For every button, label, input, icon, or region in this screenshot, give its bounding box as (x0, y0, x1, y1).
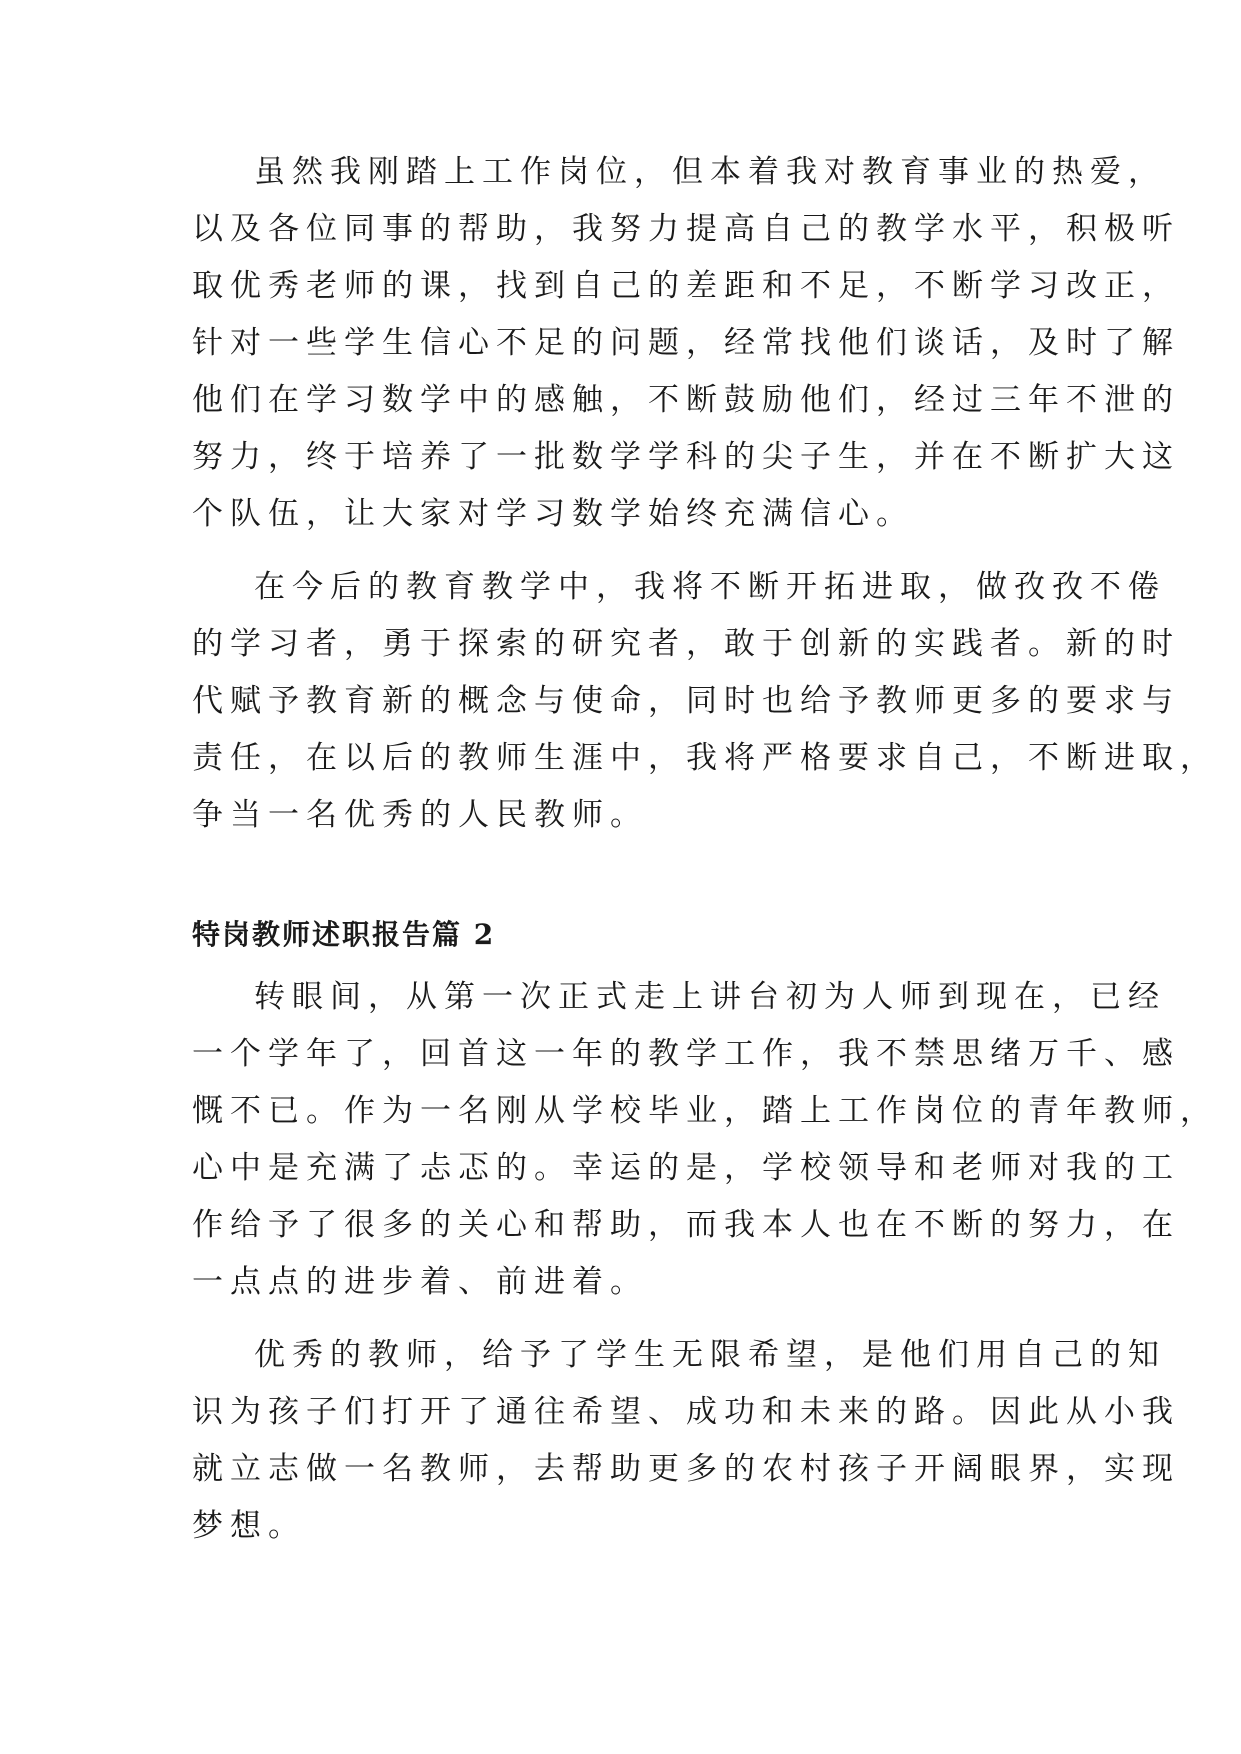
paragraph-3-line-1: 转眼间，从第一次正式走上讲台初为人师到现在，已经 (254, 979, 1166, 1015)
paragraph-4-line-1: 优秀的教师，给予了学生无限希望，是他们用自己的知 (254, 1337, 1166, 1373)
paragraph-1-line-3: 取优秀老师的课，找到自己的差距和不足，不断学习改正， (192, 268, 1180, 304)
paragraph-2-line-2: 的学习者，勇于探索的研究者，敢于创新的实践者。新的时 (192, 626, 1180, 662)
paragraph-1-line-4: 针对一些学生信心不足的问题，经常找他们谈话，及时了解 (192, 325, 1180, 361)
paragraph-4-line-3: 就立志做一名教师，去帮助更多的农村孩子开阔眼界，实现 (192, 1451, 1180, 1487)
paragraph-3-line-5: 作给予了很多的关心和帮助，而我本人也在不断的努力，在 (192, 1207, 1180, 1243)
paragraph-2-line-1: 在今后的教育教学中，我将不断开拓进取，做孜孜不倦 (254, 569, 1166, 605)
paragraph-4-line-4: 梦想。 (192, 1508, 306, 1544)
paragraph-1-line-6: 努力，终于培养了一批数学学科的尖子生，并在不断扩大这 (192, 439, 1180, 475)
paragraph-1-line-5: 他们在学习数学中的感触，不断鼓励他们，经过三年不泄的 (192, 382, 1180, 418)
section-title: 特岗教师述职报告篇 2 (192, 918, 496, 951)
paragraph-1-line-2: 以及各位同事的帮助，我努力提高自己的教学水平，积极听 (192, 211, 1180, 247)
paragraph-3-line-4: 心中是充满了忐忑的。幸运的是，学校领导和老师对我的工 (192, 1150, 1180, 1186)
paragraph-2-line-3: 代赋予教育新的概念与使命，同时也给予教师更多的要求与 (192, 683, 1180, 719)
paragraph-4-line-2: 识为孩子们打开了通往希望、成功和未来的路。因此从小我 (192, 1394, 1180, 1430)
paragraph-1-line-1: 虽然我刚踏上工作岗位，但本着我对教育事业的热爱， (254, 154, 1166, 190)
paragraph-2-line-4: 责任，在以后的教师生涯中，我将严格要求自己，不断进取， (192, 740, 1218, 776)
paragraph-2-line-5: 争当一名优秀的人民教师。 (192, 797, 648, 833)
paragraph-3-line-6: 一点点的进步着、前进着。 (192, 1264, 648, 1300)
paragraph-3-line-2: 一个学年了，回首这一年的教学工作，我不禁思绪万千、感 (192, 1036, 1180, 1072)
paragraph-1-line-7: 个队伍，让大家对学习数学始终充满信心。 (192, 496, 914, 532)
paragraph-3-line-3: 慨不已。作为一名刚从学校毕业，踏上工作岗位的青年教师， (192, 1093, 1218, 1129)
